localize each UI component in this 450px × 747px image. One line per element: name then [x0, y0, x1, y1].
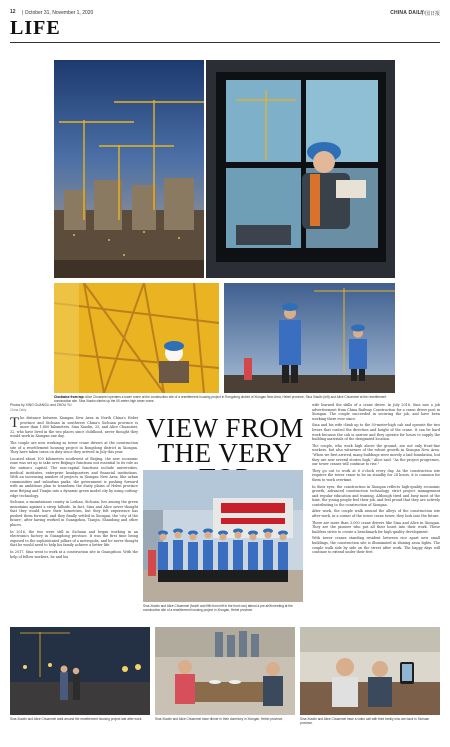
- bottom-caption-2: Sina Xiaolin and Alice Chuanmei have dinner in their dormitory in Xiongan, Hebei province.: [155, 717, 284, 721]
- page-number: 12: [10, 9, 16, 15]
- masthead: [10, 9, 440, 19]
- photo-crane-climbing: [54, 283, 219, 393]
- issue-date: | October 31, November 1, 2020: [22, 10, 94, 16]
- caption-lead: Clockwise from top:: [54, 395, 85, 399]
- article-paragraph: In their eyes, the construction in Xiongan reflects high-quality economic growth, advanced construction technology, strict project management and regular education and training. Although tired and busy most of the time, the young people feel their job, and feel proud that they are actively contributing to the construction of Xiongan.: [312, 484, 440, 507]
- article-paragraph: They go out to work at 6 o'clock every day. As the construction site requires the tower crane to be on standby for 24 hours, it is common for them to work overtime.: [312, 468, 440, 482]
- bottom-caption-1: Sina Xiaolin and Alice Chuanmei walk around the resettlement housing project late after work.: [10, 717, 143, 721]
- article-paragraph: There are more than 3,000 crane drivers like Sina and Alice in Xiongan. They are the pioneer who put all their heart into their work. These builders strive to create a benchmark for high-quality development.: [312, 520, 440, 534]
- article-column-4: [312, 403, 440, 625]
- photo-walk-night: [10, 627, 150, 715]
- photo-preshift-meeting: [143, 470, 303, 602]
- photo-construction-site: [54, 60, 204, 278]
- article-paragraph: The couple, who work high above the ground, are not only front-line workers, but also witnesses of the robust growth in Xiongan New Area. "When we first arrived, many buildings were merely a laid foundation, but they are now several stories high," Alice said. "As the project progresses, our tower cranes will continue to rise.": [312, 443, 440, 467]
- photo-dinner-dorm: [155, 627, 295, 715]
- photo-credit-sub: China Daily: [10, 408, 27, 412]
- photo-couple-site: [224, 283, 395, 393]
- article-paragraph: After work, the couple walk around the alleys of the construction site after work, in a corner of the tower crane tower, they look into the future.: [312, 509, 440, 519]
- article-paragraph: With tower cranes standing resident between rice apart new small buildings, the construction site is illuminated in shining neon lights. The couple walk side by side on the street after work. The happy days will continue to extend under their feet.: [312, 536, 440, 555]
- article-column-1: [10, 416, 138, 624]
- article-paragraph: Located about 100 kilometers southwest of Beijing, the new economic zone was set up to take over Beijing's functions not essential to its role as the nation's capital. The non-capital functions include universities, medical institutes, enterprise headquarters and financial institutions. With an increasing number of projects in Xiongan New Area, like urban communities and suburban parks, the government is pushing forward with an ambitious plan to transform the dusty plains of Hebei province near Beijing and Tianjin into a dynamic green model city by using cutting-edge technology.: [10, 456, 138, 498]
- drop-cap: T: [10, 416, 20, 431]
- photo-credit: Photos by XING GUANGLI and ZHOU YU: [10, 403, 72, 407]
- article-paragraph: Sichuan, a mountainous county in Leshan, Sichuan, lies among the green mountains against a steep hillside. In fact, Sina and Alice never thought that they would leave their hometown, but they felt experience has pushed them forward, and they finally settled in Xiongan, the 'city of the future', after having worked in Guangzhou, Tianjin, Shandong and other places.: [10, 500, 138, 528]
- bottom-caption-3: Sina Xiaolin and Alice Chuanmei have a video call with their family who are back in Sichuan province.: [300, 717, 430, 726]
- section-title: LIFE: [10, 17, 61, 39]
- article-headline: VIEW FROM THE VERY: [146, 413, 304, 468]
- article-paragraph: wife learned the skills of a crane driver. In July 2018, Sina saw a job advertisement from China Railway Construction for a crane driver post in Xiongan. The couple succeeded in securing the job, and have been working there ever since.: [312, 403, 440, 421]
- newspaper-name: CHINA DAILY: [390, 10, 424, 16]
- photo-crane-cab: [206, 60, 395, 278]
- photo-video-call: [300, 627, 440, 715]
- article-paragraph: In 2017, Sina went to work at a construction site in Guangzhou. With the help of fellow workers, he and his: [10, 550, 138, 559]
- main-photo-caption-text: Clockwise from top: Alice Chuanmei operates a tower crane at the construction site of a resettlement housing project in Rongdong district of Xiongan New Area, Hebei province. Sina Xiaolin (left) and Alice Chuanmei at the resettlement construction site. Sina Xiaolin climbs up the 50-meter-high tower crane.: [54, 395, 387, 404]
- newspaper-name-cn: 中国日报: [419, 11, 440, 17]
- article-paragraph: Sina and his wife climb up to the 50-meter-high cab and operate the two levers that control the direction and height of the crane. It can be hard work because the cab is narrow and they operate for hours to supply the building materials of the designated location.: [312, 423, 440, 442]
- article-paragraph: The couple are now working as tower crane drivers at the construction site of a resettlement housing project in Rongdong district in Xiongan. They have taken turns on duty since they arrived in July this year.: [10, 440, 138, 455]
- section-rule: [10, 42, 440, 43]
- article-paragraph: The distance between Xiongan New Area in North China's Hebei province and Sichuan in southwest China's Sichuan province is more than 1,800 kilometers. Sina Xiaolin, 33, and Alice Chuanmei, 32, who have lived in the two places since childhood, never thought they would work in Xiongan one day.: [10, 416, 138, 439]
- meeting-photo-caption: Sina Xiaolin and Alice Chuanmei (fourth and fifth from left in the front row) attend a pre-shift meeting at the construction site of a resettlement housing project in Xiongan, Hebei province.: [143, 604, 293, 613]
- article-paragraph: In 2016, the two were still in Sichuan and began working in an electronics factory in Guangdong province. It was the first time being exposed to the sophisticated pillars of a metropolis, and he never thought that he would need to help his family achieve a better life.: [10, 529, 138, 548]
